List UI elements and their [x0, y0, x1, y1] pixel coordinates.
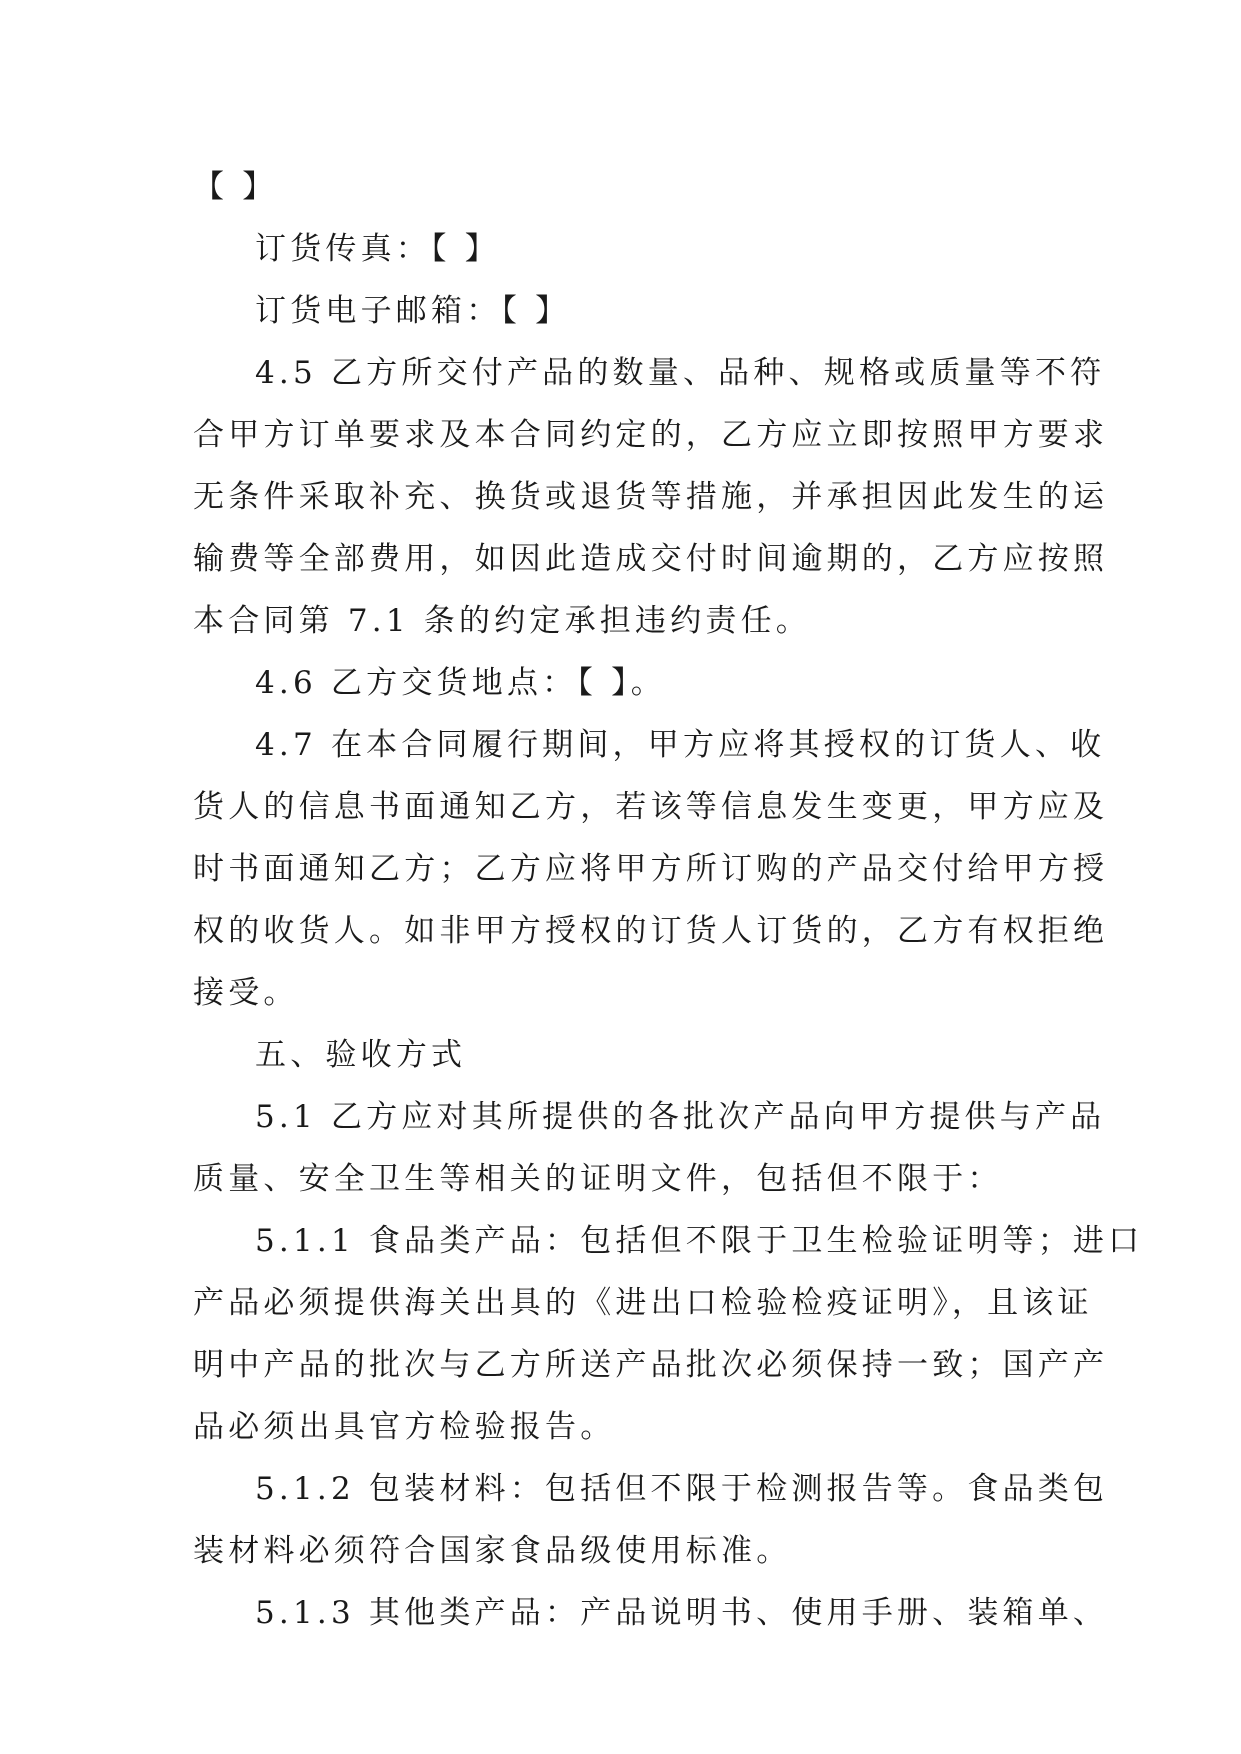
- text-line: 无条件采取补充、换货或退货等措施，并承担因此发生的运: [193, 479, 1109, 515]
- text-line: 5.1 乙方应对其所提供的各批次产品向甲方提供与产品: [255, 1099, 1106, 1135]
- text-line: 订货传真：【 】: [255, 231, 500, 267]
- section-heading: 五、验收方式: [255, 1037, 467, 1073]
- text-line: 明中产品的批次与乙方所送产品批次必须保持一致；国产产: [193, 1347, 1109, 1383]
- text-line: 质量、安全卫生等相关的证明文件，包括但不限于：: [193, 1161, 1003, 1197]
- text-line: 4.7 在本合同履行期间，甲方应将其授权的订货人、收: [255, 727, 1106, 763]
- document-body: [193, 156, 1144, 1644]
- text-line: 时书面通知乙方；乙方应将甲方所订购的产品交付给甲方授: [193, 851, 1109, 887]
- text-line: 订货电子邮箱：【 】: [255, 293, 571, 329]
- text-line: 权的收货人。如非甲方授权的订货人订货的，乙方有权拒绝: [193, 913, 1109, 949]
- text-line: 5.1.3 其他类产品：产品说明书、使用手册、装箱单、: [255, 1595, 1109, 1631]
- text-line: 4.6 乙方交货地点：【 】。: [255, 665, 667, 701]
- text-line: 装材料必须符合国家食品级使用标准。: [193, 1533, 792, 1569]
- text-line: 合甲方订单要求及本合同约定的，乙方应立即按照甲方要求: [193, 417, 1109, 453]
- text-line: 5.1.1 食品类产品：包括但不限于卫生检验证明等；进口: [255, 1223, 1144, 1259]
- text-line: 4.5 乙方所交付产品的数量、品种、规格或质量等不符: [255, 355, 1106, 391]
- text-line: 产品必须提供海关出具的《进出口检验检疫证明》，且该证: [193, 1285, 1093, 1321]
- text-line: 本合同第 7.1 条的约定承担违约责任。: [193, 603, 812, 639]
- text-line: 货人的信息书面通知乙方，若该等信息发生变更，甲方应及: [193, 789, 1109, 825]
- text-line: 【 】: [193, 169, 278, 205]
- text-line: 接受。: [193, 975, 299, 1011]
- text-line: 品必须出具官方检验报告。: [193, 1409, 616, 1445]
- text-line: 输费等全部费用，如因此造成交付时间逾期的，乙方应按照: [193, 541, 1109, 577]
- text-line: 5.1.2 包装材料：包括但不限于检测报告等。食品类包: [255, 1471, 1109, 1507]
